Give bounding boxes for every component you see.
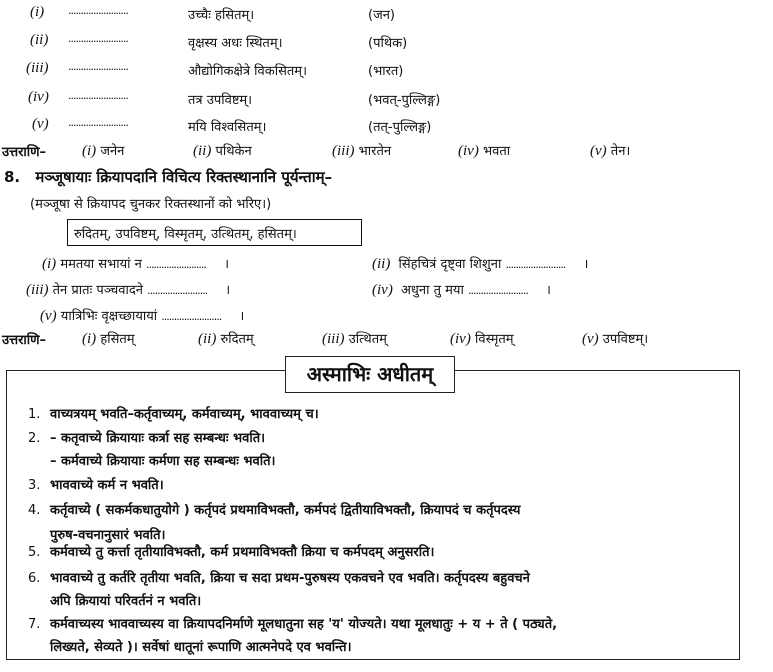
item-number: (ii) — [30, 32, 49, 48]
sentence: उच्चैः हसितम्। — [188, 8, 255, 23]
item-number: (iii) — [26, 282, 49, 298]
answer-number: (v) — [590, 143, 607, 159]
answer-number: (ii) — [198, 331, 217, 347]
blank: ........................ — [161, 310, 222, 323]
blank: ........................ — [68, 116, 128, 129]
item-number: (iv) — [28, 89, 49, 105]
summary-line — [28, 404, 319, 422]
word-box-text: रुदितम्, उपविष्टम्, विस्मृतम्, उत्थितम्, हसितम्। — [74, 227, 297, 242]
answer-number: (v) — [582, 331, 599, 347]
exercise-item — [372, 254, 588, 273]
sentence: तत्र उपविष्टम्। — [188, 93, 253, 108]
line-text: कर्मवाच्ये तु कर्त्ता तृतीयाविभक्तौ, कर्म प्रथमाविभक्तौ क्रिया च कर्मपदम् अनुसरति। — [50, 545, 435, 560]
answers-label: उत्तराणि– — [2, 145, 47, 160]
summary-line — [28, 525, 165, 543]
item-number: (ii) — [372, 256, 391, 272]
line-text: पुरुष-वचनानुसारं भवति। — [50, 528, 166, 543]
summary-line — [28, 542, 434, 560]
line-text: – कतृवाच्ये क्रियायाः कर्त्रा सह सम्बन्धः भवति। — [50, 431, 266, 446]
line-text: कर्मवाच्यस्य भाववाच्यस्य वा क्रियापदनिर्माणे मूलधातुना सह 'य' योज्यते। यथा मूलधातुः + य + ते ( पठ्यते, — [50, 617, 558, 632]
sentence: तेन प्रातः पञ्चवादने — [52, 283, 144, 298]
answers-label: उत्तराणि– — [2, 333, 47, 348]
blank: ........................ — [68, 89, 128, 102]
blank: ........................ — [68, 4, 128, 17]
summary-line — [28, 428, 265, 446]
answer: भारतेन — [358, 144, 392, 159]
question-title: मञ्जूषायाः क्रियापदानि विचित्य रिक्तस्थानानि पूर्यन्ताम्– — [35, 168, 333, 186]
exercise-item — [26, 280, 230, 299]
exercise-item — [372, 280, 551, 299]
line-text: – कर्मवाच्ये क्रियायाः कर्मणा सह सम्बन्धः भवति। — [50, 454, 276, 469]
blank: ........................ — [68, 32, 128, 45]
item-number: (i) — [42, 256, 57, 272]
answer-number: (i) — [82, 331, 97, 347]
blank: ........................ — [146, 258, 206, 271]
danda: । — [583, 257, 589, 272]
line-text: भाववाच्ये कर्म न भवति। — [50, 478, 164, 493]
summary-title: अस्माभिः अधीतम् — [285, 356, 455, 393]
answer: रुदितम् — [220, 332, 254, 347]
line-number: 6. — [28, 571, 41, 586]
blank: ........................ — [147, 284, 208, 297]
danda: । — [224, 257, 229, 272]
sentence: मयि विश्वसितम्। — [188, 120, 267, 135]
summary-line — [28, 451, 275, 469]
line-text: कर्तृवाच्ये ( सकर्मकधातुयोगे ) कर्तृपदं प्रथमाविभक्तौ, कर्मपदं द्वितीयाविभक्तौ, क्रियापदं च कर्तृपदस्य — [50, 503, 521, 518]
line-number: 2. — [28, 431, 41, 446]
item-number: (v) — [32, 116, 49, 132]
hint: (भारत) — [368, 64, 404, 79]
summary-line — [28, 475, 164, 493]
hint: (पथिक) — [368, 36, 408, 51]
answer-number: (iii) — [322, 331, 345, 347]
exercise-item — [42, 254, 229, 273]
sentence: सिंहचित्रं दृष्ट्वा शिशुना — [398, 257, 502, 272]
answer-number: (ii) — [193, 143, 212, 159]
question-number: 8. — [4, 168, 21, 186]
hint: (जन) — [368, 8, 396, 23]
line-number: 1. — [28, 407, 41, 422]
blank: ........................ — [467, 284, 528, 297]
answer: उत्थितम् — [348, 332, 387, 347]
answer-number: (iii) — [332, 143, 355, 159]
answer-number: (i) — [82, 143, 97, 159]
answer: तेन। — [610, 144, 631, 159]
item-number: (iii) — [26, 60, 49, 76]
line-number: 4. — [28, 503, 41, 518]
sentence: अधुना तु मया — [400, 283, 464, 298]
blank: ........................ — [505, 258, 566, 271]
sentence: ममतया सभायां न — [60, 257, 142, 272]
line-text: अपि क्रियायां परिवर्तनं न भवति। — [50, 594, 202, 609]
hint: (तत्-पुल्लिङ्ग) — [368, 120, 432, 135]
question-subtitle: (मञ्जूषा से क्रियापद चुनकर रिक्तस्थानों को भरिए।) — [30, 197, 272, 212]
answer: उपविष्टम्। — [602, 332, 649, 347]
item-number: (v) — [40, 308, 57, 324]
sentence: वृक्षस्य अधः स्थितम्। — [188, 36, 283, 51]
exercise8-heading — [4, 167, 332, 187]
sentence: औद्योगिकक्षेत्रे विकसितम्। — [188, 64, 308, 79]
hint: (भवत्-पुल्लिङ्ग) — [368, 93, 441, 108]
summary-line — [28, 500, 520, 518]
exercise-item — [40, 306, 244, 325]
answer: विस्मृतम् — [474, 332, 514, 347]
summary-line — [28, 591, 201, 609]
line-text: वाच्यत्रयम् भवति–कर्तृवाच्यम्, कर्मवाच्यम्, भाववाच्यम् च। — [50, 407, 319, 422]
line-text: लिख्यते, सेव्यते )। सर्वेषां धातूनां रूपाणि आत्मनेपदे एव भवन्ति। — [50, 640, 352, 655]
line-number: 7. — [28, 617, 41, 632]
summary-line — [28, 614, 557, 632]
line-text: भाववाच्ये तु कर्तरि तृतीया भवति, क्रिया च सदा प्रथम-पुरुषस्य एकवचने एव भवति। कर्तृपदस्य बहुवचने — [50, 571, 530, 586]
danda: । — [546, 283, 551, 298]
sentence: यात्रिभिः वृक्षच्छायायां — [60, 309, 158, 324]
summary-line — [28, 637, 352, 655]
answer: पथिकेन — [215, 144, 252, 159]
blank: ........................ — [68, 60, 128, 73]
answer: हसितम् — [100, 332, 135, 347]
danda: । — [239, 309, 245, 324]
danda: । — [225, 283, 231, 298]
item-number: (i) — [30, 4, 45, 20]
summary-line — [28, 568, 530, 586]
line-number: 5. — [28, 545, 41, 560]
item-number: (iv) — [372, 282, 393, 298]
answer: भवता — [482, 144, 511, 159]
answer-number: (iv) — [458, 143, 479, 159]
answer: जनेन — [100, 144, 125, 159]
word-box — [67, 219, 362, 246]
answer-number: (iv) — [450, 331, 471, 347]
line-number: 3. — [28, 478, 41, 493]
